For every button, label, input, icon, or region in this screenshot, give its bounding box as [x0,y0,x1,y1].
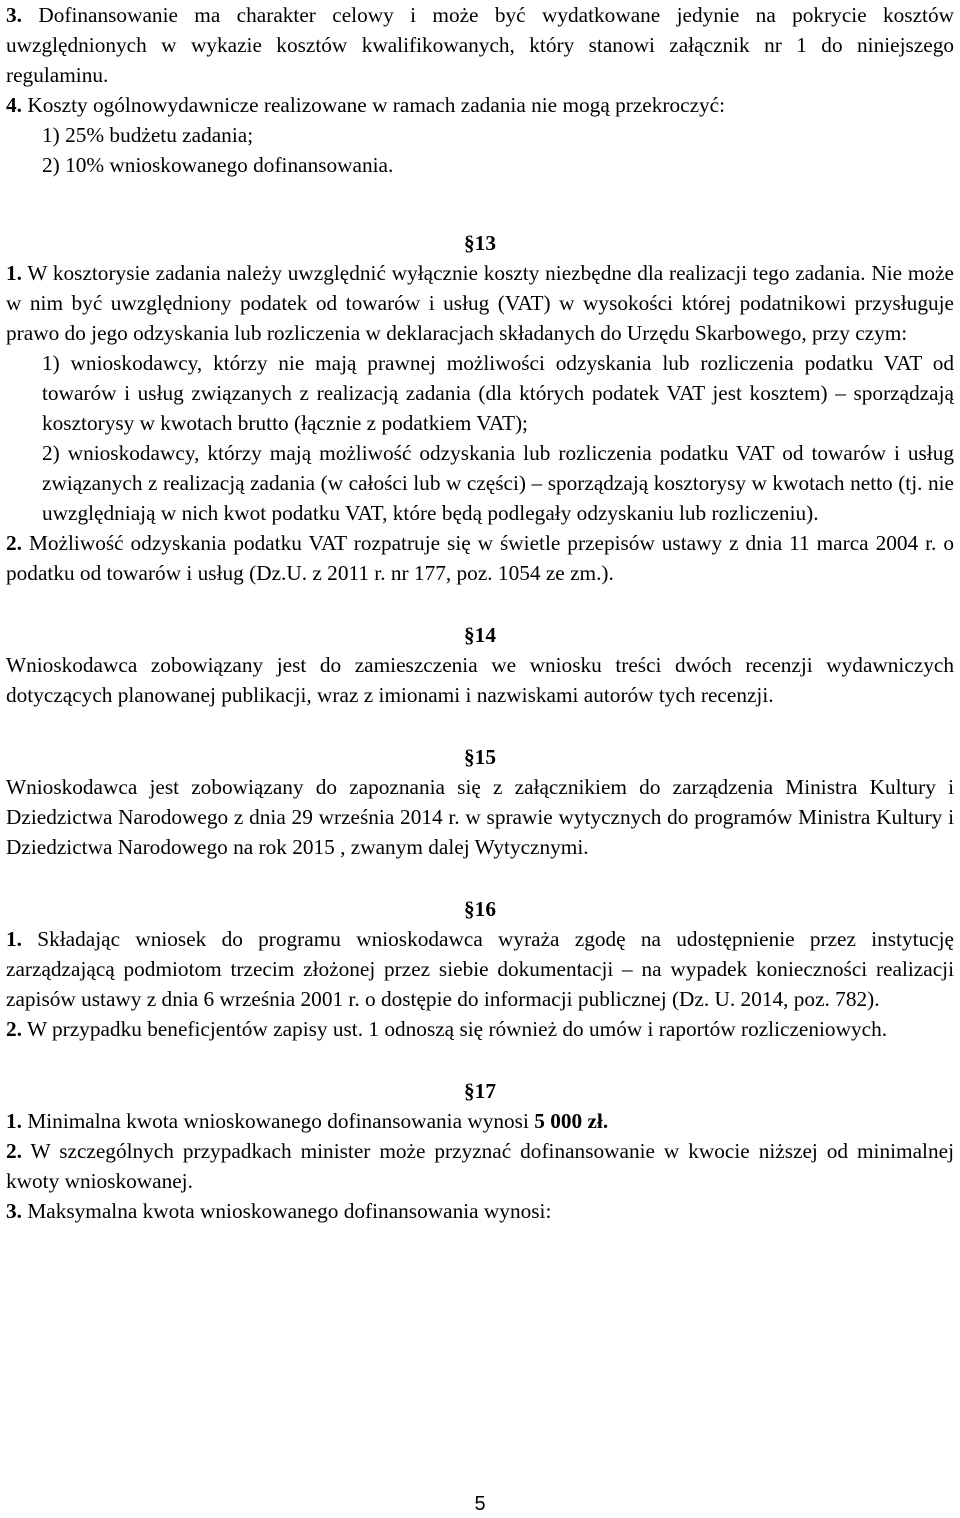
paragraph-text: W szczególnych przypadkach minister może przyznać dofinansowanie w kwocie niższej od minimalnej kwoty wnioskowanej. [6,1139,954,1193]
paragraph-number: 2. [6,531,22,555]
paragraph-number: 3. [6,3,22,27]
paragraph-4 [6,90,954,120]
s15-paragraph: Wnioskodawca jest zobowiązany do zapoznania się z załącznikiem do zarządzenia Ministra Kultury i Dziedzictwa Narodowego z dnia 29 września 2014 r. w sprawie wytycznych do programów Ministra Kultury i Dziedzictwa Narodowego na rok 2015 , zwanym dalej Wytycznymi. [6,775,954,859]
paragraph-text: Koszty ogólnowydawnicze realizowane w ramach zadania nie mogą przekroczyć: [27,93,726,117]
section-heading-16: §16 [464,897,496,921]
document-page [6,0,954,1226]
paragraph-text: Składając wniosek do programu wnioskodawca wyraża zgodę na udostępnienie przez instytucję zarządzającą podmiotom trzecim złożonej przez siebie dokumentacji – na wypadek konieczności realizacji zapisów ustawy z dnia 6 września 2001 r. o dostępie do informacji publicznej (Dz. U. 2014, poz. 782). [6,927,955,1011]
section-heading-15: §15 [464,745,496,769]
paragraph-text: Możliwość odzyskania podatku VAT rozpatruje się w świetle przepisów ustawy z dnia 11 marca 2004 r. o podatku od towarów i usług (Dz.U. z 2011 r. nr 177, poz. 1054 ze zm.). [6,531,954,585]
paragraph-text: W przypadku beneficjentów zapisy ust. 1 odnoszą się również do umów i raportów rozliczeniowych. [26,1017,888,1041]
section-heading-14: §14 [464,623,496,647]
paragraph-text: Maksymalna kwota wnioskowanego dofinansowania wynosi: [27,1199,552,1223]
paragraph-3 [6,0,954,90]
paragraph-text: Dofinansowanie ma charakter celowy i może być wydatkowane jedynie na pokrycie kosztów uwzględnionych w wykazie kosztów kwalifikowanych, który stanowi załącznik nr 1 do niniejszego regulaminu. [6,3,954,87]
paragraph-number: 2. [6,1139,22,1163]
paragraph-text: W kosztorysie zadania należy uwzględnić wyłącznie koszty niezbędne dla realizacji tego zadania. Nie może w nim być uwzględniony podatek od towarów i usług (VAT) w wysokości której podatnikowi przysługuje prawo do jego odzyskania lub rozliczenia w deklaracjach składanych do Urzędu Skarbowego, przy czym: [6,261,954,345]
paragraph-number: 1. [6,261,22,285]
paragraph-number: 1. [6,1109,22,1133]
list-item: 1) 25% budżetu zadania; [42,123,254,147]
s17-paragraph-1 [6,1106,954,1136]
s14-paragraph: Wnioskodawca zobowiązany jest do zamieszczenia we wniosku treści dwóch recenzji wydawniczych dotyczących planowanej publikacji, wraz z imionami i nazwiskami autorów tych recenzji. [6,653,954,707]
list-item: 2) 10% wnioskowanego dofinansowania. [42,153,394,177]
page-number: 5 [474,1493,486,1515]
s17-paragraph-3 [6,1196,954,1226]
paragraph-number: 3. [6,1199,22,1223]
s13-paragraph-1 [6,258,954,348]
paragraph-text: Minimalna kwota wnioskowanego dofinansowania wynosi [27,1109,529,1133]
minimum-amount: 5 000 zł. [534,1109,609,1133]
list-item: 2) wnioskodawcy, którzy mają możliwość odzyskania lub rozliczenia podatku VAT od towarów i usług związanych z realizacją zadania (w całości lub w części) – sporządzają kosztorysy w kwotach netto (tj. nie uwzględniają w nich kwot podatku VAT, które będą podlegały odzyskaniu lub rozliczeniu). [42,441,954,525]
s16-paragraph-2 [6,1014,954,1044]
paragraph-number: 2. [6,1017,22,1041]
list-item: 1) wnioskodawcy, którzy nie mają prawnej możliwości odzyskania lub rozliczenia podatku VAT od towarów i usług związanych z realizacją zadania (dla których podatek VAT jest kosztem) – sporządzają kosztorysy w kwotach brutto (łącznie z podatkiem VAT); [42,351,954,435]
s16-paragraph-1 [6,924,954,1014]
section-heading-13: §13 [464,231,496,255]
paragraph-number: 4. [6,93,22,117]
section-heading-17: §17 [464,1079,496,1103]
paragraph-number: 1. [6,927,22,951]
s17-paragraph-2 [6,1136,954,1196]
s13-paragraph-2 [6,528,954,588]
